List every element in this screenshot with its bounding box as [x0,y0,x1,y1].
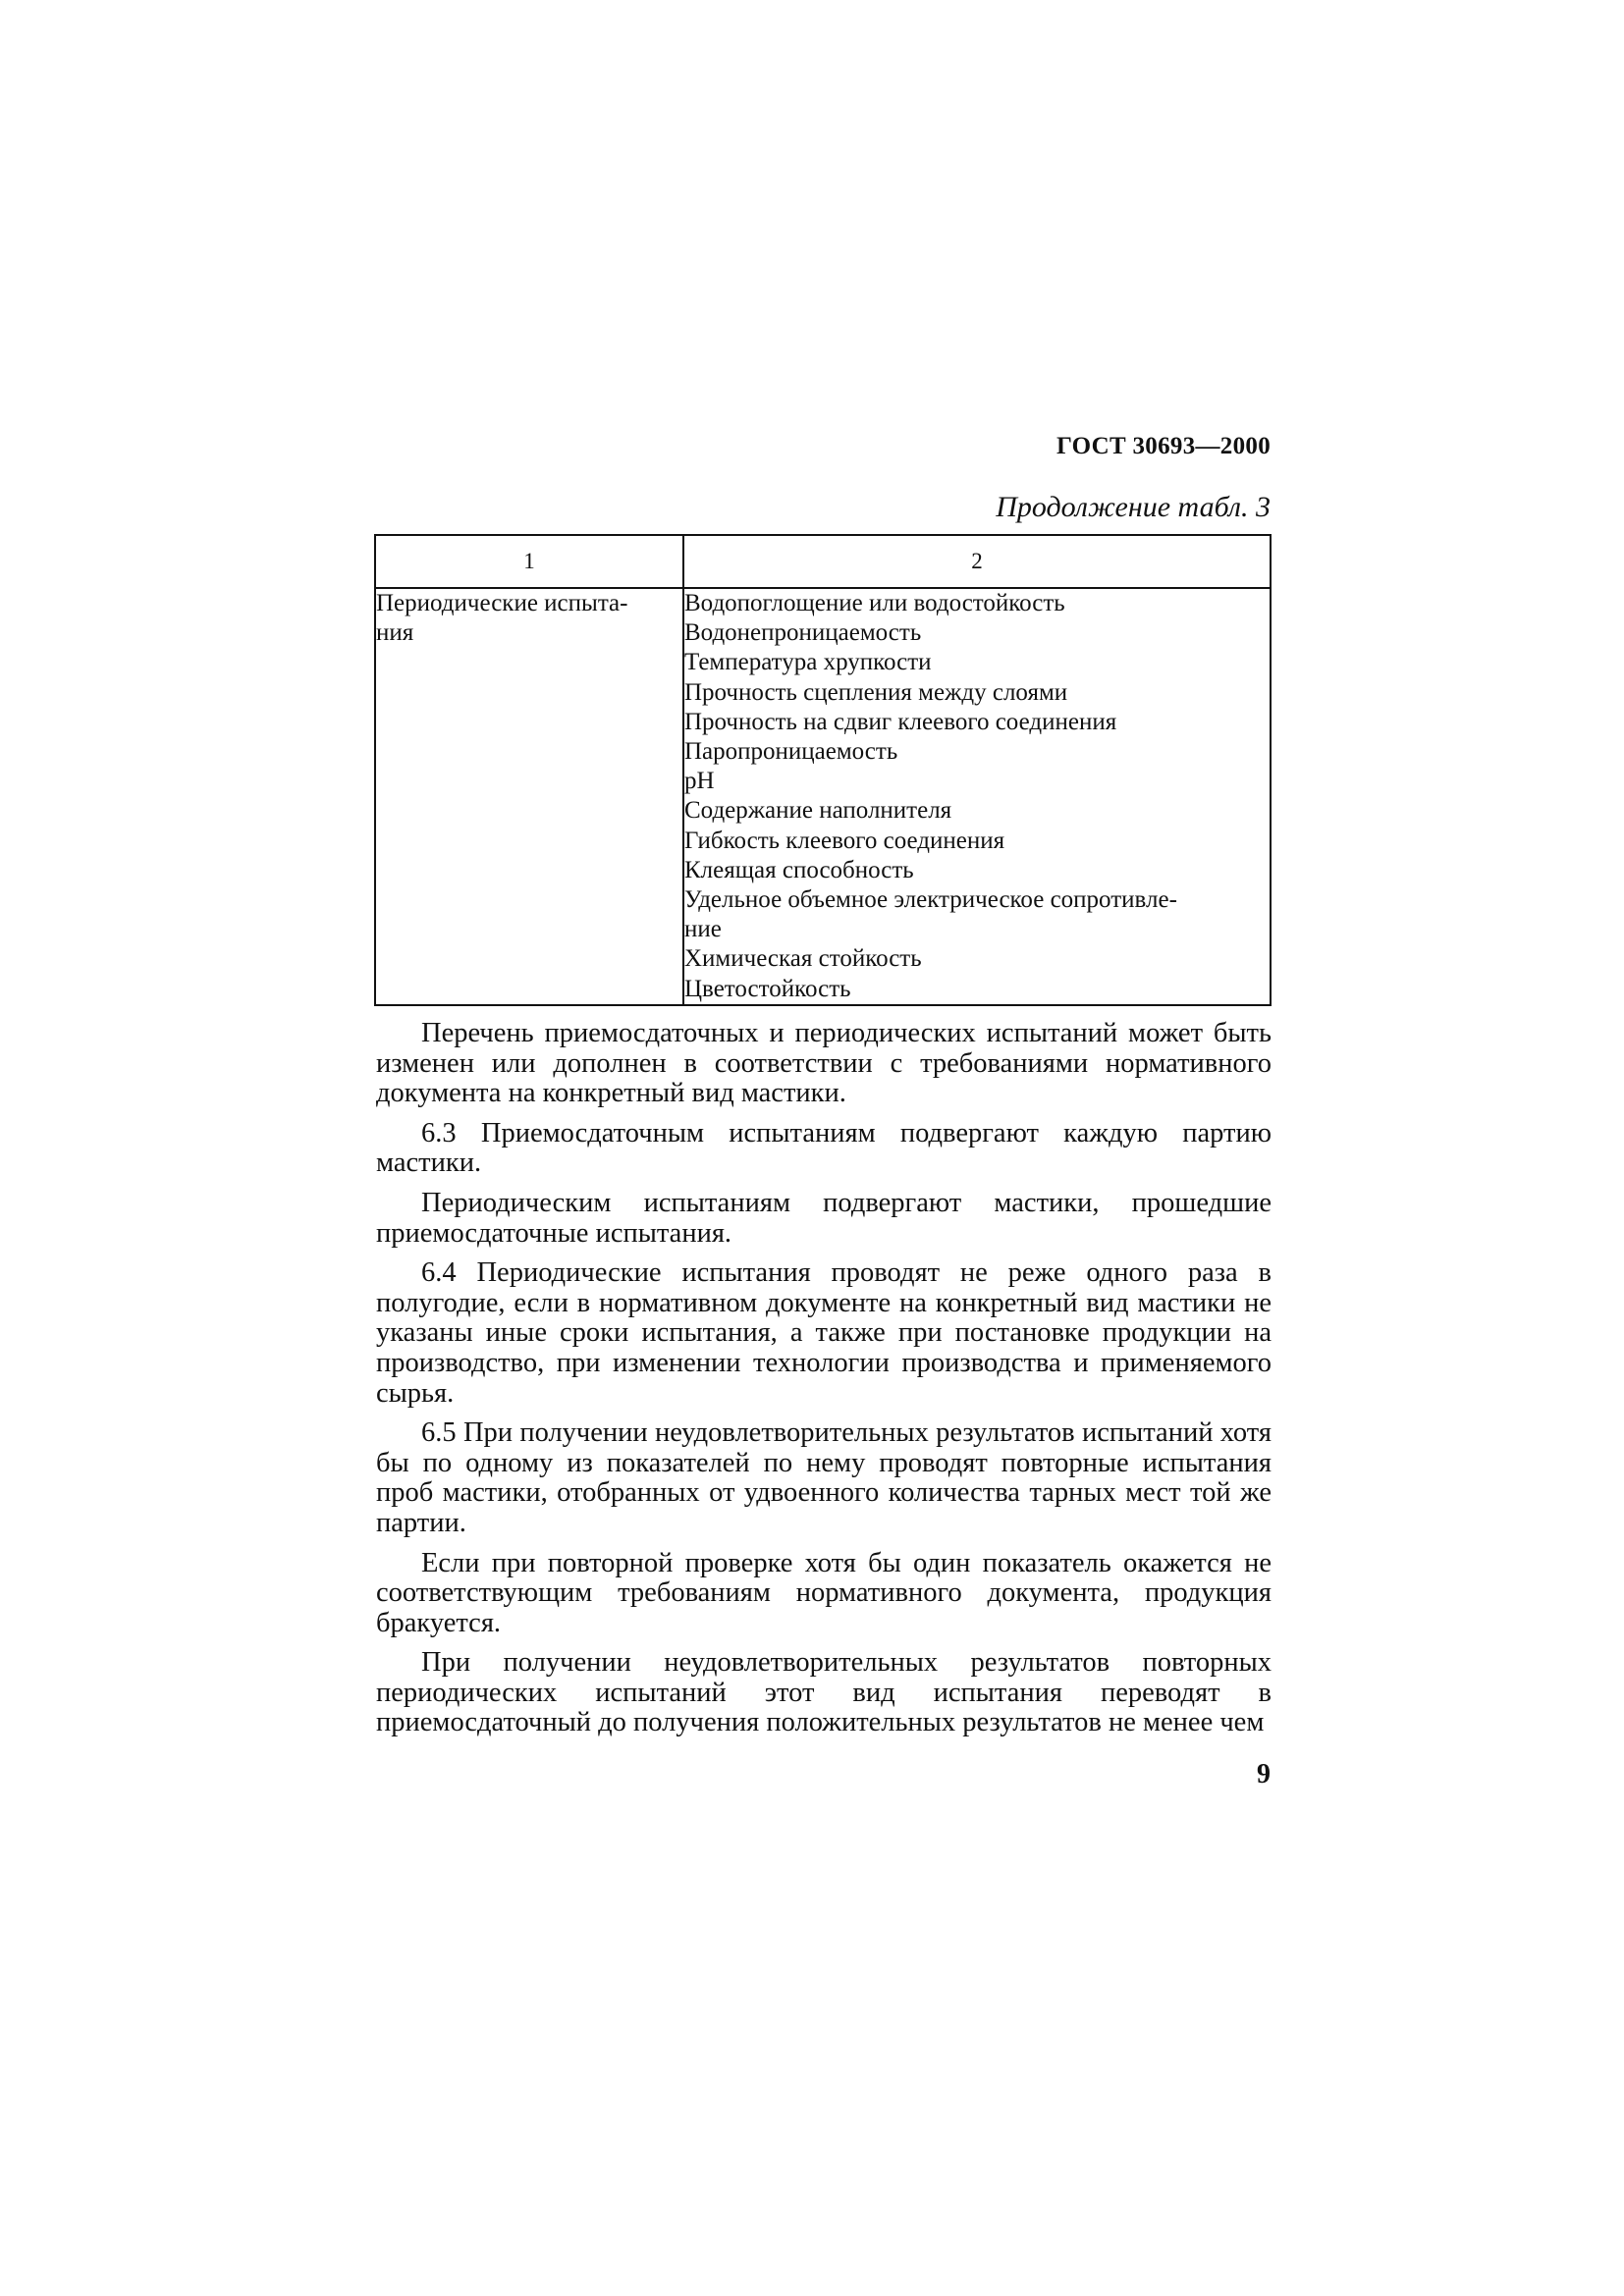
test-indicators-cell [683,588,1271,1005]
tests-table [374,534,1272,1006]
indicator-item: Клеящая способность [684,856,914,883]
indicator-item: Прочность на сдвиг клеевого соединения [684,708,1117,735]
table-row [375,588,1271,1005]
indicator-item: Прочность сцепления между слоями [684,678,1068,706]
indicator-item: Водонепроницаемость [684,619,922,647]
paragraph: При получении неудовлетворительных результатов повторных периодических испытаний этот вид испытания переводят в приемосдаточный до получения положительных результатов не менее чем [376,1647,1272,1738]
test-category-cell [375,588,683,1005]
body-text [376,1019,1272,1748]
indicator-item: Температура хрупкости [684,649,932,676]
indicator-item: ние [684,916,722,943]
indicator-item: Паропроницаемость [684,738,898,766]
paragraph: 6.4 Периодические испытания проводят не реже одного раза в полугодие, если в нормативном документе на конкретный вид мастики не указаны иные сроки испытания, а также при постановке продукции на производство, при изменении технологии производства и применяемого сырья. [376,1257,1272,1409]
indicator-item: Водопоглощение или водостойкость [684,590,1065,616]
indicator-item: Содержание наполнителя [684,797,952,825]
indicator-item: Цветостойкость [684,975,851,1002]
indicator-item: Удельное объемное электрическое сопротивле- [684,886,1177,914]
paragraph: Если при повторной проверке хотя бы один показатель окажется не соответствующим требованиям нормативного документа, продукция бракуется. [376,1547,1272,1638]
column-header-2: 2 [683,535,1271,588]
indicator-item: pH [684,768,715,795]
indicator-item: Гибкость клеевого соединения [684,827,1005,854]
column-header-1: 1 [375,535,683,588]
table-caption: Продолжение табл. 3 [996,491,1271,523]
document-code: ГОСТ 30693—2000 [1056,433,1271,459]
indicator-item: Химическая стойкость [684,945,922,973]
paragraph: 6.5 При получении неудовлетворительных результатов испытаний хотя бы по одному из показателей по нему проводят повторные испытания проб мастики, отобранных от удвоенного количества тарных мест той же партии. [376,1417,1272,1538]
page-number: 9 [1257,1759,1271,1789]
test-category-line: Периодические испыта- [376,590,628,616]
test-category-line: ния [376,619,414,647]
paragraph: Периодическим испытаниям подвергают мастики, прошедшие приемосдаточные испытания. [376,1187,1272,1249]
paragraph: 6.3 Приемосдаточным испытаниям подвергают каждую партию мастики. [376,1117,1272,1179]
paragraph: Перечень приемосдаточных и периодических испытаний может быть изменен или дополнен в соответствии с требованиями нормативного документа на конкретный вид мастики. [376,1018,1272,1109]
table-header-row [375,535,1271,588]
